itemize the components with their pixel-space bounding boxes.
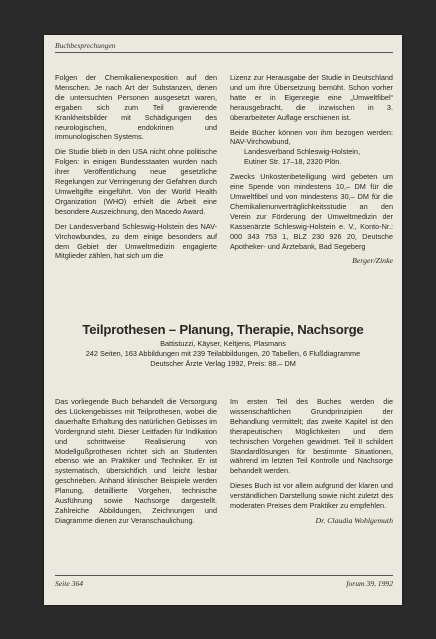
review2-right-column — [230, 397, 393, 526]
review2-details: 242 Seiten, 163 Abbildungen mit 239 Teilabbildungen, 20 Tabellen, 6 Flußdiagramme — [85, 349, 361, 358]
review2-paragraph: Das vorliegende Buch behandelt die Versorgung des Lückengebisses mit Teilprothesen, wobei die dauerhafte Erhaltung des natürlichen Gebisses im Vordergrund steht. Dieser Leitfaden für Indikation und schrittweise Realisierung von Modellgußprothesen richtet sich an Studenten ebenso wie an Praktiker und Techniker. Er ist systematisch, übersichtlich und leicht lesbar geschrieben. Anhand klinischer Beispiele werden Planung, detaillierte Vorgehen, technische Ausführung sowie Nachsorge dargestellt. Zahlreiche Abbildungen, Zeichnungen und Diagramme dienen zur Veranschaulichung. — [55, 397, 217, 525]
review2-left-column — [55, 397, 217, 531]
review2-signature: Dr. Claudia Wohlgemuth — [315, 515, 393, 525]
review1-paragraph: Die Studie blieb in den USA nicht ohne politische Folgen: in einigen Bundesstaaten wurden nach ihrer Veröffentlichung neue gesetzliche Regelungen zur Verringerung der Gefahren durch Umweltgifte eingeführt. Von der World Health Organization (WHO) erhielt die Arbeit eine besondere Auszeichnung, den Macedo Award. — [55, 147, 217, 216]
review2-paragraph: Im ersten Teil des Buches werden die wissenschaftlichen Grundprinzipien der Behandlung vermittelt; das zweite Kapitel ist den therapeutischen Möglichkeiten und dem technischen Vorgehen gewidmet. Teil II schildert Standardlösungen für bestimmte Situationen, während im letzten Teil Kontrolle und Nachsorge behandelt werden. — [230, 397, 393, 476]
running-head: Buchbesprechungen — [55, 41, 116, 50]
journal-issue: forum 39, 1992 — [346, 579, 393, 588]
review2-authors: Battistuzzi, Käyser, Keltjens, Plasmans — [160, 339, 286, 348]
review1-right-column — [230, 73, 393, 266]
book-review-page — [44, 35, 402, 605]
review2-paragraph: Dieses Buch ist vor allem aufgrund der klaren und verständlichen Darstellung sowie nicht zuletzt des moderaten Preises dem Praktiker zu empfehlen. — [230, 481, 393, 511]
review2-publisher: Deutscher Ärzte Verlag 1992, Preis: 88.– DM — [150, 359, 296, 368]
review1-paragraph: Zwecks Unkostenbeteiligung wird gebeten um eine Spende von mindestens 10,– DM für die Umweltfibel und von mindestens 30,– DM für die Chemikalienunverträglichkeitsstudie an den Verein zur Förderung der Umweltmedizin der Kassenärzte Schleswig-Holstein e. V., Konto-Nr.: 000 343 753 1, BLZ 230 926 20, Deutsche Apotheker- und Ärztebank, Bad Segeberg — [230, 172, 393, 251]
footer-rule — [55, 575, 393, 576]
header-rule — [55, 52, 393, 53]
review1-paragraph: Beide Bücher können von ihm bezogen werden: NAV-Virchowbund, — [230, 127, 393, 147]
review2-title: Teilprothesen – Planung, Therapie, Nachsorge — [82, 322, 364, 337]
page-number: Seite 364 — [55, 579, 84, 588]
review1-paragraph: Lizenz zur Herausgabe der Studie in Deutschland und um ihre Übersetzung bemüht. Schon vorher hatte er in Eigenregie eine „Umweltfibel“ herausgebracht, die inzwischen in 3. überarbeiteter Auflage erschienen ist. — [230, 73, 393, 122]
review1-paragraph: Der Landesverband Schleswig-Holstein des NAV-Virchowbundes, zu dem einige besonders auf dem Gebiet der Umweltmedizin engagierte Mitglieder zählen, hat sich um die — [55, 221, 217, 261]
address-line: Landesverband Schleswig-Holstein, — [244, 147, 361, 157]
review1-signature: Berger/Zinke — [352, 256, 393, 266]
address-line: Eutiner Str. 17–18, 2320 Plön. — [244, 157, 342, 167]
review1-left-column — [55, 73, 217, 266]
review1-paragraph: Folgen der Chemikalienexposition auf den Menschen. Je nach Art der Substanzen, denen die untersuchten Personen ausgesetzt waren, ergaben sich zum Teil gravierende Krankheitsbilder mit Schädigungen des neurologischen, endokrinen und immunologischen Systems. — [55, 73, 217, 142]
